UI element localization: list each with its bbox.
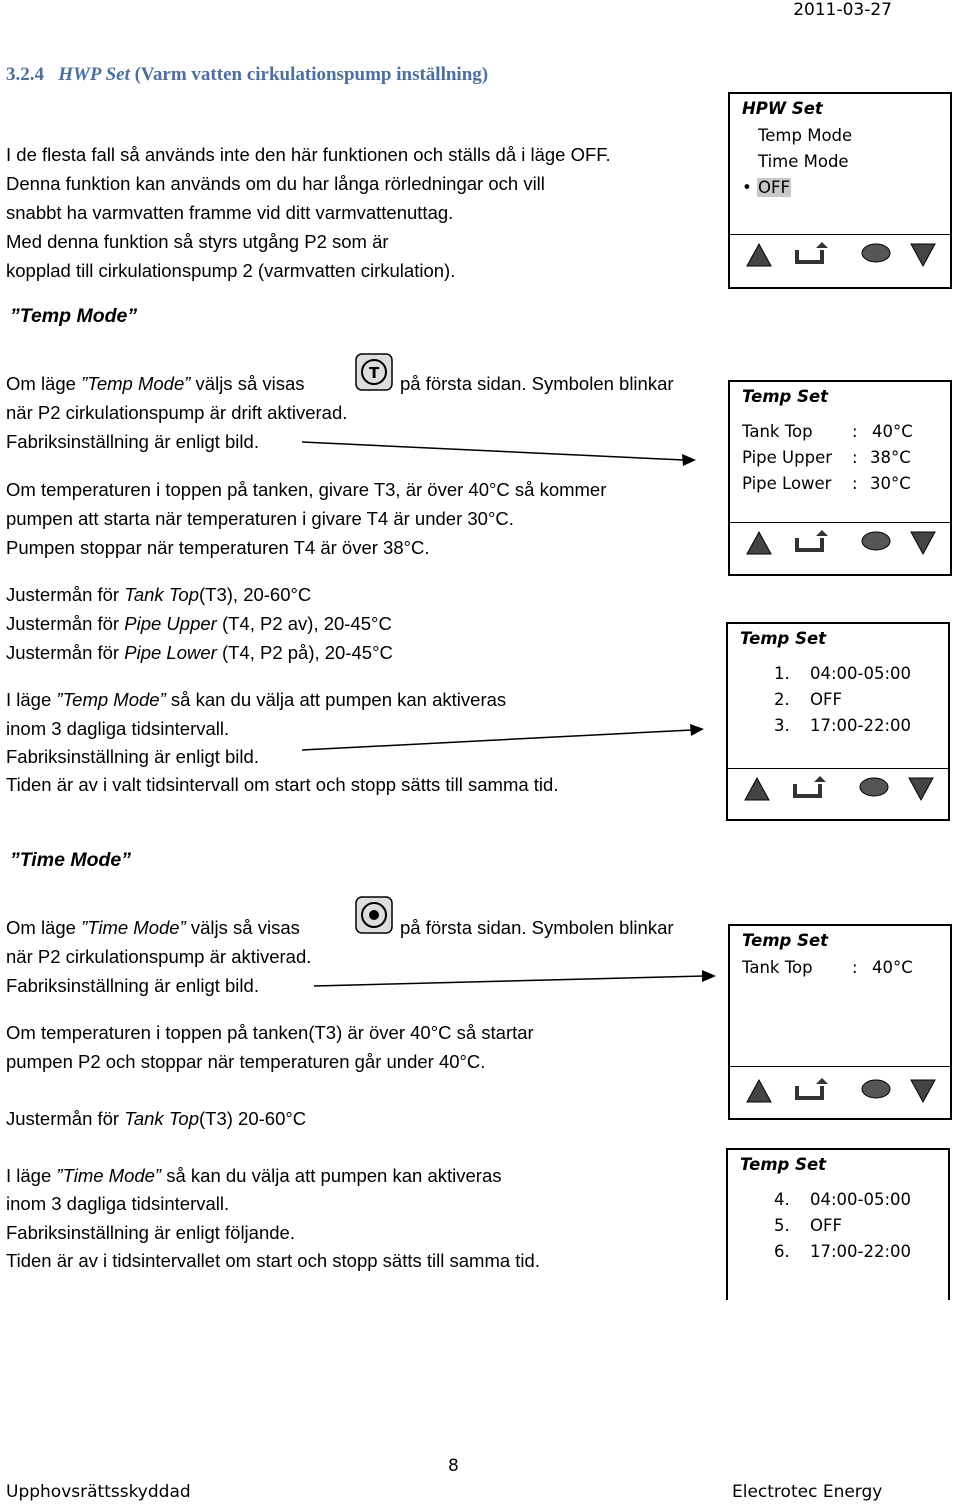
down-arrow-icon[interactable] <box>910 1078 936 1108</box>
text-segment: (T4, P2 av), 20-45°C <box>216 613 392 634</box>
text-segment: (T4, P2 på), 20-45°C <box>216 642 393 663</box>
setting-sep: : <box>852 474 858 493</box>
adjust-range-line <box>6 642 393 664</box>
mode-name: ”Time Mode” <box>81 917 186 938</box>
section-heading <box>6 64 488 86</box>
temp-set-display-2 <box>726 622 950 821</box>
interval-number: 3. <box>774 716 790 735</box>
intro-line: I de flesta fall så används inte den här funktionen och ställs då i läge OFF. <box>6 144 611 165</box>
enter-oval-icon[interactable] <box>860 530 892 556</box>
return-arrow-icon[interactable] <box>794 242 834 272</box>
adjust-range-line <box>6 584 311 606</box>
pointer-arrow-icon <box>300 722 710 756</box>
time-mode-line1 <box>6 917 300 939</box>
text-segment: väljs så visas <box>185 917 300 938</box>
return-arrow-icon[interactable] <box>792 776 832 806</box>
interval-number: 2. <box>774 690 790 709</box>
up-arrow-icon[interactable] <box>746 1078 772 1108</box>
temp-mode-interval-line: Tiden är av i valt tidsintervall om start och stopp sätts till samma tid. <box>6 774 559 795</box>
time-mode-para2: pumpen P2 och stoppar när temperaturen går under 40°C. <box>6 1051 486 1072</box>
text-segment: väljs så visas <box>195 373 305 394</box>
hpw-set-display <box>728 92 952 289</box>
interval-value[interactable]: OFF <box>810 1216 842 1235</box>
interval-number: 5. <box>774 1216 790 1235</box>
temp-mode-line3: Fabriksinställning är enligt bild. <box>6 431 259 452</box>
text-segment: I läge <box>6 1165 57 1186</box>
down-arrow-icon[interactable] <box>910 530 936 560</box>
text-segment: (T3) 20-60°C <box>199 1108 307 1129</box>
text-segment: (T3), 20-60°C <box>199 584 312 605</box>
interval-number: 6. <box>774 1242 790 1261</box>
temp-mode-interval-line: Fabriksinställning är enligt bild. <box>6 746 259 767</box>
temp-set-display-4 <box>726 1148 950 1300</box>
section-title-italic: HWP Set <box>58 64 130 85</box>
temp-mode-para2: pumpen att starta när temperaturen i givare T4 är under 30°C. <box>6 508 514 529</box>
display-title: Temp Set <box>742 931 829 950</box>
param-name: Tank Top <box>124 1108 199 1129</box>
display-divider <box>728 768 948 769</box>
time-mode-line3: Fabriksinställning är enligt bild. <box>6 975 259 996</box>
return-arrow-icon[interactable] <box>794 1078 834 1108</box>
return-arrow-icon[interactable] <box>794 530 834 560</box>
time-mode-interval-line: Tiden är av i tidsintervallet om start och stopp sätts till samma tid. <box>6 1250 540 1271</box>
setting-sep: : <box>852 958 858 977</box>
setting-sep: : <box>852 422 858 441</box>
mode-name: ”Temp Mode” <box>81 373 191 394</box>
menu-item-temp-mode[interactable]: Temp Mode <box>758 126 853 145</box>
temp-mode-line1 <box>6 373 305 395</box>
document-date: 2011-03-27 <box>793 0 892 20</box>
mode-name: ”Time Mode” <box>56 1165 162 1186</box>
down-arrow-icon[interactable] <box>910 242 936 272</box>
setting-label: Pipe Lower <box>742 474 832 493</box>
adjust-range-line <box>6 1108 306 1130</box>
setting-value[interactable]: 40°C <box>872 422 913 441</box>
interval-value[interactable]: 17:00-22:00 <box>810 1242 912 1261</box>
svg-text:T: T <box>369 364 380 382</box>
intro-line: snabbt ha varmvatten framme vid ditt varmvattenuttag. <box>6 202 454 223</box>
setting-value[interactable]: 40°C <box>872 958 913 977</box>
display-divider <box>730 1066 950 1067</box>
temp-mode-line2: när P2 cirkulationspump är drift aktiverad. <box>6 402 348 423</box>
text-segment: Justermån för <box>6 642 125 663</box>
display-title: Temp Set <box>742 387 829 406</box>
time-mode-para2: Om temperaturen i toppen på tanken(T3) är över 40°C så startar <box>6 1022 534 1043</box>
temp-mode-para2: Pumpen stoppar när temperaturen T4 är över 38°C. <box>6 537 430 558</box>
time-mode-interval-line: inom 3 dagliga tidsintervall. <box>6 1193 230 1214</box>
menu-item-off-label: OFF <box>757 178 790 197</box>
enter-oval-icon[interactable] <box>860 242 892 268</box>
page-number: 8 <box>448 1456 459 1476</box>
temp-set-display-1 <box>728 380 952 576</box>
interval-number: 1. <box>774 664 790 683</box>
nav-button-row <box>742 242 938 276</box>
mode-name: ”Temp Mode” <box>56 689 166 710</box>
temp-mode-line1-end: på första sidan. Symbolen blinkar <box>400 373 674 394</box>
footer-right-text: Electrotec Energy <box>732 1482 883 1502</box>
setting-sep: : <box>852 448 858 467</box>
temp-mode-para2: Om temperaturen i toppen på tanken, givare T3, är över 40°C så kommer <box>6 479 607 500</box>
section-title-rest: (Varm vatten cirkulationspump inställning) <box>134 64 489 85</box>
setting-label: Tank Top <box>742 958 813 977</box>
display-divider <box>730 522 950 523</box>
display-title: Temp Set <box>740 1155 827 1174</box>
nav-button-row <box>740 776 936 810</box>
nav-button-row <box>742 530 938 564</box>
menu-item-off-selected[interactable] <box>742 178 791 197</box>
param-name: Pipe Lower <box>124 642 217 663</box>
time-mode-interval-line: Fabriksinställning är enligt följande. <box>6 1222 295 1243</box>
temp-set-display-3 <box>728 924 952 1120</box>
up-arrow-icon[interactable] <box>744 776 770 806</box>
time-mode-line2: när P2 cirkulationspump är aktiverad. <box>6 946 312 967</box>
interval-value[interactable]: 04:00-05:00 <box>810 1190 912 1209</box>
setting-label: Pipe Upper <box>742 448 833 467</box>
pointer-arrow-icon <box>312 964 720 994</box>
up-arrow-icon[interactable] <box>746 530 772 560</box>
text-segment: så kan du välja att pumpen kan aktiveras <box>165 689 507 710</box>
interval-value[interactable]: OFF <box>810 690 842 709</box>
display-title: HPW Set <box>742 99 823 118</box>
text-segment: Om läge <box>6 373 82 394</box>
enter-oval-icon[interactable] <box>860 1078 892 1104</box>
param-name: Pipe Upper <box>124 613 217 634</box>
intro-line: kopplad till cirkulationspump 2 (varmvatten cirkulation). <box>6 260 456 281</box>
time-mode-line1-end: på första sidan. Symbolen blinkar <box>400 917 674 938</box>
text-segment: Justermån för <box>6 1108 125 1129</box>
temp-mode-heading: ”Temp Mode” <box>10 305 138 327</box>
interval-value[interactable]: 17:00-22:00 <box>810 716 912 735</box>
display-title: Temp Set <box>740 629 827 648</box>
setting-value[interactable]: 30°C <box>870 474 911 493</box>
adjust-range-line <box>6 613 392 635</box>
temp-mode-interval-line <box>6 689 506 711</box>
intro-line: Med denna funktion så styrs utgång P2 som är <box>6 231 389 252</box>
intro-line: Denna funktion kan används om du har långa rörledningar och vill <box>6 173 545 194</box>
interval-number: 4. <box>774 1190 790 1209</box>
text-segment: Justermån för <box>6 584 125 605</box>
text-segment: så kan du välja att pumpen kan aktiveras <box>161 1165 502 1186</box>
time-mode-heading: ”Time Mode” <box>10 849 131 871</box>
temp-mode-interval-line: inom 3 dagliga tidsintervall. <box>6 718 230 739</box>
param-name: Tank Top <box>124 584 199 605</box>
time-mode-interval-line <box>6 1165 501 1187</box>
time-mode-symbol-icon <box>355 896 393 939</box>
menu-item-time-mode[interactable]: Time Mode <box>758 152 849 171</box>
selection-bullet-icon: • <box>742 178 752 197</box>
pointer-arrow-icon <box>300 436 700 466</box>
interval-value[interactable]: 04:00-05:00 <box>810 664 912 683</box>
enter-oval-icon[interactable] <box>858 776 890 802</box>
down-arrow-icon[interactable] <box>908 776 934 806</box>
nav-button-row <box>742 1078 938 1112</box>
display-divider <box>730 234 950 235</box>
text-segment: Om läge <box>6 917 82 938</box>
temp-mode-symbol-icon <box>355 353 393 396</box>
setting-value[interactable]: 38°C <box>870 448 911 467</box>
footer-left-text: Upphovsrättsskyddad <box>6 1482 191 1502</box>
text-segment: Justermån för <box>6 613 125 634</box>
section-number: 3.2.4 <box>6 64 44 85</box>
setting-label: Tank Top <box>742 422 813 441</box>
up-arrow-icon[interactable] <box>746 242 772 272</box>
text-segment: I läge <box>6 689 57 710</box>
